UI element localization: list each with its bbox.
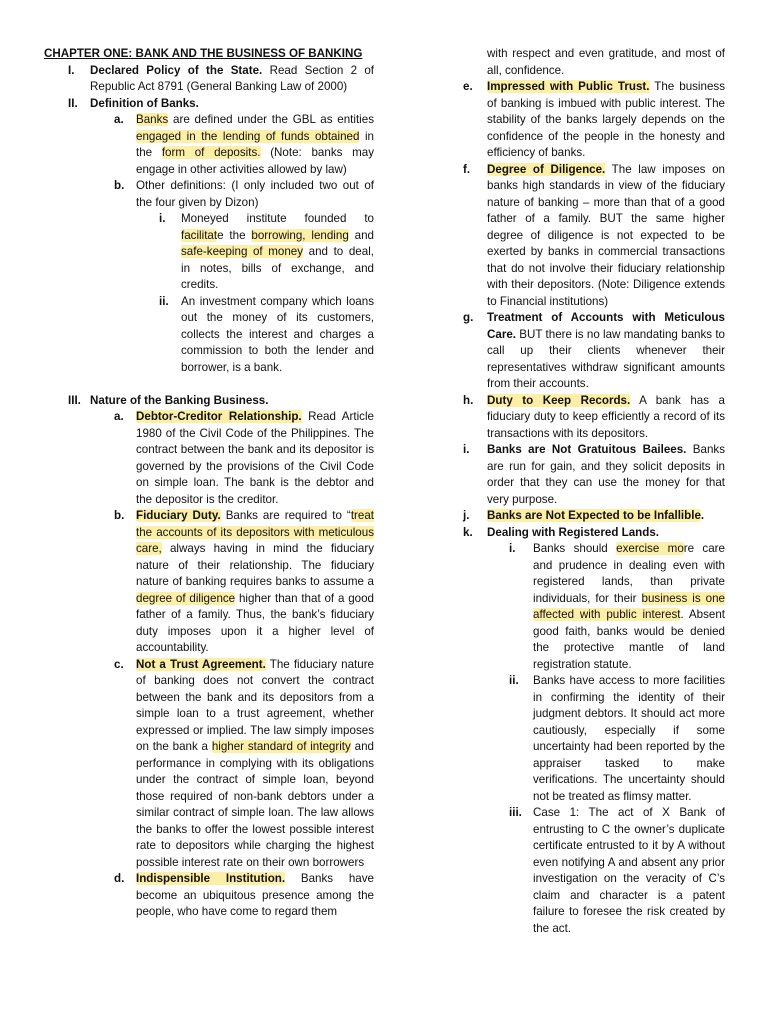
item-text: Dealing with Registered Lands.	[487, 525, 660, 539]
item-letter: j.	[463, 509, 470, 522]
item-text: Duty to Keep Records. A bank has a fiduciary duty to keep efficiently a record of its transactions with its depositors.	[487, 393, 725, 440]
item-III-k	[463, 525, 725, 542]
item-letter: a.	[114, 410, 124, 423]
item-letter: a.	[114, 113, 124, 126]
item-text: Banks are Not Gratuitous Bailees. Banks are run for gain, and they solicit deposits in order that they can use the money for that very purpose.	[487, 443, 725, 506]
section-heading: Nature of the Banking Business.	[90, 393, 269, 407]
item-letter: d.	[114, 872, 125, 885]
item-III-d	[114, 871, 374, 921]
item-text: Banks are defined under the GBL as entities engaged in the lending of funds obtained in the form of deposits. (Note: banks may engage in other activities allowed by law)	[136, 113, 375, 176]
item-III-a	[114, 409, 374, 508]
item-roman: ii.	[159, 294, 169, 308]
item-III-c	[114, 657, 374, 872]
item-III-i	[463, 442, 725, 508]
item-text: Case 1: The act of X Bank of entrusting to C the owner’s duplicate certificate entrusted to it by A without even notifying A and absent any prior investigation on the veracity of C’s claim and character is a patent failure to foresee the risk created by the act.	[533, 806, 725, 935]
item-letter: b.	[114, 509, 125, 522]
item-roman: ii.	[509, 674, 519, 687]
item-text: Moneyed institute founded to facilitate the borrowing, lending and safe-keeping of money and to deal, in notes, bills of exchange, and credits.	[181, 212, 374, 291]
item-text: Treatment of Accounts with Meticulous Care. BUT there is no law mandating banks to call up their clients whenever their representatives withdraw significant amounts from their accounts.	[487, 311, 725, 390]
continued-text: with respect and even gratitude, and most of all, confidence.	[487, 47, 725, 77]
item-II-b-i	[159, 211, 374, 294]
left-column	[44, 46, 374, 921]
item-letter: f.	[463, 162, 471, 176]
item-III-f	[463, 162, 725, 311]
item-II-a	[114, 112, 374, 178]
item-roman: iii.	[509, 806, 522, 819]
item-roman: i.	[159, 212, 166, 225]
item-letter: h.	[463, 393, 474, 407]
item-III-g	[463, 310, 725, 393]
section-number: II.	[68, 96, 78, 110]
item-letter: k.	[463, 525, 473, 539]
item-roman: i.	[509, 542, 516, 555]
item-III-k-ii	[509, 673, 725, 805]
item-II-b-ii	[159, 294, 374, 377]
item-text: Impressed with Public Trust. The business of banking is imbued with public interest. The stability of the banks largely depends on the confidence of the people in the honesty and efficiency of banks.	[487, 80, 725, 159]
item-III-k-iii	[509, 805, 725, 937]
section-I	[68, 63, 374, 96]
item-text: Banks should exercise more care and prudence in dealing even with registered lands, than private individuals, for their business is one affected with public interest. Absent good faith, banks would be denied the protective mantle of land registration statute.	[533, 542, 726, 671]
right-column	[463, 46, 725, 937]
item-text: Debtor-Creditor Relationship. Read Article 1980 of the Civil Code of the Philippines. The contract between the bank and its depositor is governed by the provisions of the Civil Code on simple loan. The bank is the debtor and the depositor is the creditor.	[136, 410, 374, 506]
section-number: I.	[68, 63, 75, 77]
item-II-b	[114, 178, 374, 211]
section-III	[68, 393, 374, 410]
chapter-title: CHAPTER ONE: BANK AND THE BUSINESS OF BANKING	[44, 47, 363, 60]
item-text: Banks have access to more facilities in confirming the identity of their judgment debtors. It should act more cautiously, especially if some uncertainty had been reported by the appraiser tasked to make verifications. The uncertainty should not be treated as flimsy matter.	[533, 674, 725, 803]
item-text: Banks are Not Expected to be Infallible.	[487, 509, 705, 522]
item-III-e	[463, 79, 725, 162]
item-letter: c.	[114, 657, 124, 671]
item-text: Indispensible Institution. Banks have become an ubiquitous presence among the people, who have come to regard them	[136, 872, 374, 918]
item-text: Other definitions: (I only included two out of the four given by Dizon)	[136, 179, 374, 209]
item-letter: g.	[463, 311, 474, 324]
item-III-b	[114, 508, 374, 657]
item-text: An investment company which loans out the money of its customers, collects the interest and charges a commission to both the lender and borrower, is a bank.	[181, 294, 374, 374]
blank-line	[44, 376, 374, 393]
section-text: Declared Policy of the State. Read Section 2 of Republic Act 8791 (General Banking Law of 2000)	[90, 63, 374, 93]
item-text: Fiduciary Duty. Banks are required to “treat the accounts of its depositors with meticulous care, always having in mind the fiduciary nature of their relationship. The fiduciary nature of banking requires banks to assume a degree of diligence higher than that of a good father of a family. Thus, the bank’s fiduciary duty imposes upon it a higher level of accountability.	[136, 509, 375, 654]
item-text: Not a Trust Agreement. The fiduciary nature of banking does not convert the contract between the bank and its depositors from a simple loan to a trust agreement, whether expressed or implied. The law simply imposes on the bank a higher standard of integrity and performance in complying with its obligations under the contract of simple loan, beyond those required of non-bank debtors under a similar contract of simple loan. The law allows the banks to offer the lowest possible interest rate to depositors while charging the highest possible interest rate on their own borrowers	[136, 657, 374, 869]
item-letter: b.	[114, 179, 125, 192]
item-III-j	[463, 508, 725, 525]
item-text: Degree of Diligence. The law imposes on banks high standards in view of the fiduciary nature of banking – more than that of a good father of a family. BUT the same higher degree of diligence is not expected to be exerted by banks in commercial transactions that do not involve their fiduciary relationship with their depositors. (Note: Diligence extends to Financial institutions)	[487, 162, 725, 308]
section-heading: Definition of Banks.	[90, 96, 199, 110]
section-number: III.	[68, 393, 81, 407]
section-II	[68, 96, 374, 113]
item-III-k-i	[509, 541, 725, 673]
item-letter: e.	[463, 80, 473, 93]
item-letter: i.	[463, 443, 470, 456]
item-III-h	[463, 393, 725, 443]
